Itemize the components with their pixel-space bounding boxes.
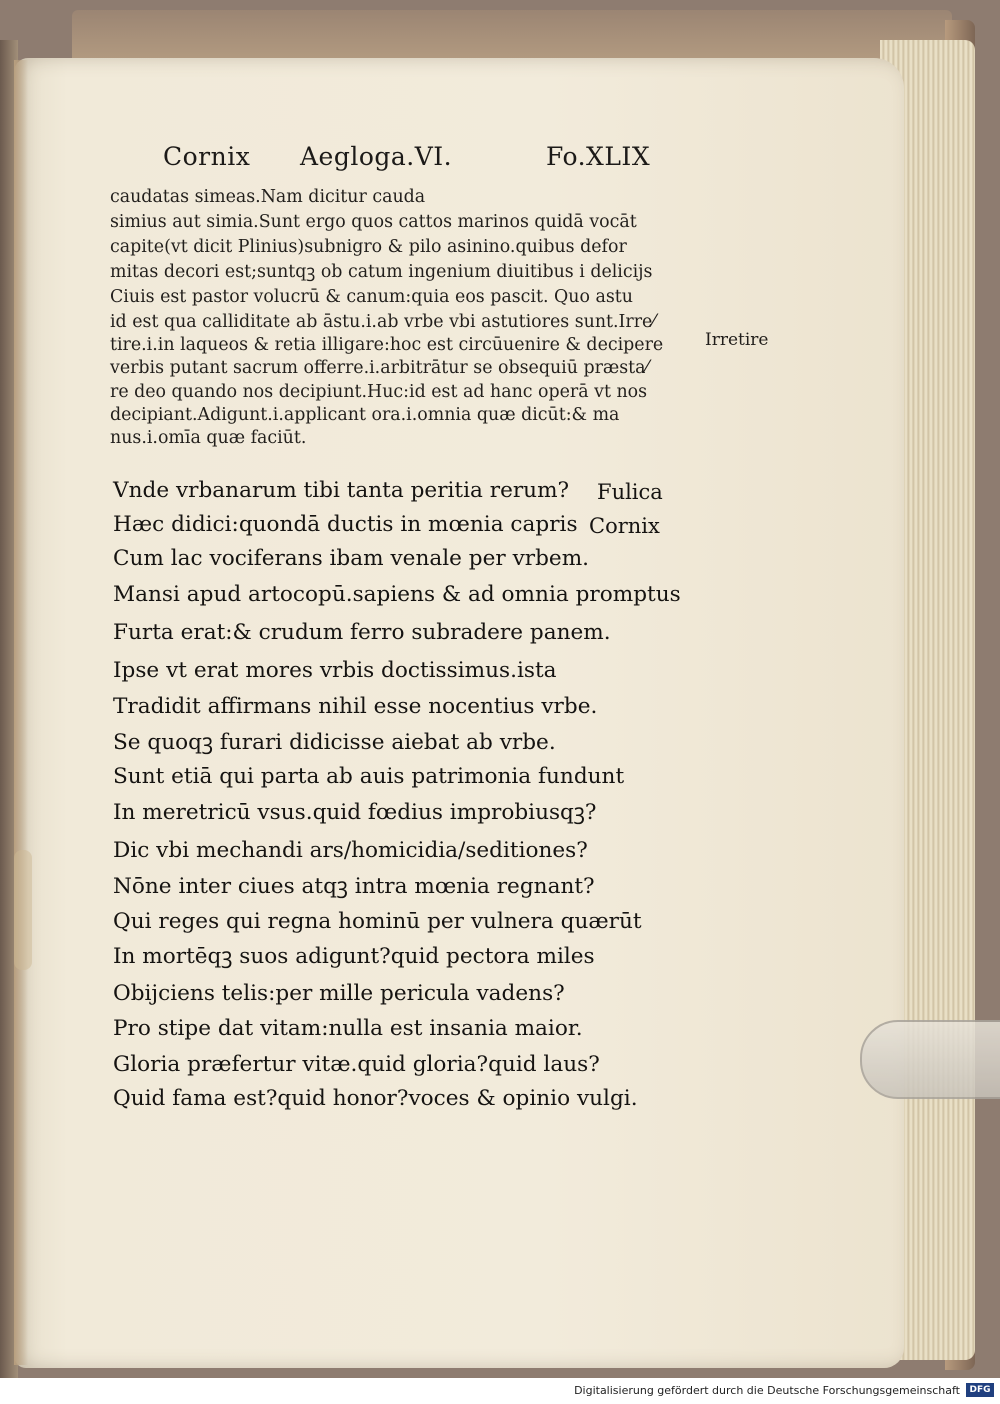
verse-line: Ipse vt erat mores vrbis doctissimus.ista bbox=[113, 658, 557, 683]
book-top-edge bbox=[72, 10, 952, 60]
verse-line: Furta erat:& crudum ferro subradere panem. bbox=[113, 620, 611, 645]
commentary-line: nus.i.omīa quæ faciūt. bbox=[110, 428, 307, 448]
speaker-fulica: Fulica bbox=[597, 480, 663, 504]
footer-bar bbox=[0, 1378, 1000, 1404]
commentary-line: tire.i.in laqueos & retia illigare:hoc est circūuenire & decipere bbox=[110, 335, 664, 355]
page-holder-clip bbox=[860, 1020, 1000, 1099]
header-left: Cornix bbox=[163, 142, 251, 171]
page-stain bbox=[14, 850, 32, 970]
marginal-note: Irretire bbox=[705, 330, 769, 350]
commentary-line: verbis putant sacrum offerre.i.arbitrātur se obsequiū præsta⁄ bbox=[110, 358, 649, 378]
commentary-line: decipiant.Adigunt.i.applicant ora.i.omnia quæ dicūt:& ma bbox=[110, 405, 620, 425]
commentary-line: simius aut simia.Sunt ergo quos cattos marinos quidā vocāt bbox=[110, 212, 637, 232]
dfg-logo: DFG bbox=[966, 1383, 994, 1397]
verse-line: Cum lac vociferans ibam venale per vrbem. bbox=[113, 546, 590, 571]
footer-credit: Digitalisierung gefördert durch die Deutsche Forschungsgemeinschaft bbox=[574, 1384, 960, 1397]
commentary-line: capite(vt dicit Plinius)subnigro & pilo asinino.quibus defor bbox=[110, 237, 627, 257]
commentary-line: mitas decori est;suntqꝫ ob catum ingenium diuitibus i delicijs bbox=[110, 262, 653, 282]
speaker-cornix: Cornix bbox=[589, 514, 660, 538]
header-folio: Fo.XLIX bbox=[546, 142, 651, 171]
commentary-line: Ciuis est pastor volucrū & canum:quia eos pascit. Quo astu bbox=[110, 287, 633, 307]
verse-line: Qui reges qui regna hominū per vulnera quærūt bbox=[113, 909, 642, 934]
verse-line: Sunt etiā qui parta ab auis patrimonia fundunt bbox=[113, 764, 625, 789]
page-gutter bbox=[14, 60, 28, 1365]
verse-line: Tradidit affirmans nihil esse nocentius vrbe. bbox=[113, 694, 598, 719]
verse-line: Hæc didici:quondā ductis in mœnia capris bbox=[113, 512, 578, 537]
verse-line: Nōne inter ciues atqꝫ intra mœnia regnant? bbox=[113, 874, 595, 899]
verse-line: Obijciens telis:per mille pericula vadens? bbox=[113, 981, 565, 1006]
verse-line: Mansi apud artocopū.sapiens & ad omnia promptus bbox=[113, 582, 681, 607]
verse-line: Pro stipe dat vitam:nulla est insania maior. bbox=[113, 1016, 583, 1041]
verse-line: Dic vbi mechandi ars/homicidia/seditiones? bbox=[113, 838, 588, 863]
header-center: Aegloga.VI. bbox=[300, 142, 453, 171]
verse-line: In meretricū vsus.quid fœdius improbiusqꝫ? bbox=[113, 800, 597, 825]
verse-line: Vnde vrbanarum tibi tanta peritia rerum? bbox=[113, 478, 570, 503]
commentary-line: re deo quando nos decipiunt.Huc:id est ad hanc operā vt nos bbox=[110, 382, 648, 402]
commentary-line: caudatas simeas.Nam dicitur cauda bbox=[110, 187, 426, 207]
verse-line: Gloria præfertur vitæ.quid gloria?quid laus? bbox=[113, 1052, 600, 1077]
verse-line: Se quoqꝫ furari didicisse aiebat ab vrbe. bbox=[113, 730, 556, 755]
commentary-line: id est qua calliditate ab āstu.i.ab vrbe vbi astutiores sunt.Irre⁄ bbox=[110, 312, 656, 332]
verse-line: In mortēqꝫ suos adigunt?quid pectora miles bbox=[113, 944, 595, 969]
verse-line: Quid fama est?quid honor?voces & opinio vulgi. bbox=[113, 1086, 638, 1111]
